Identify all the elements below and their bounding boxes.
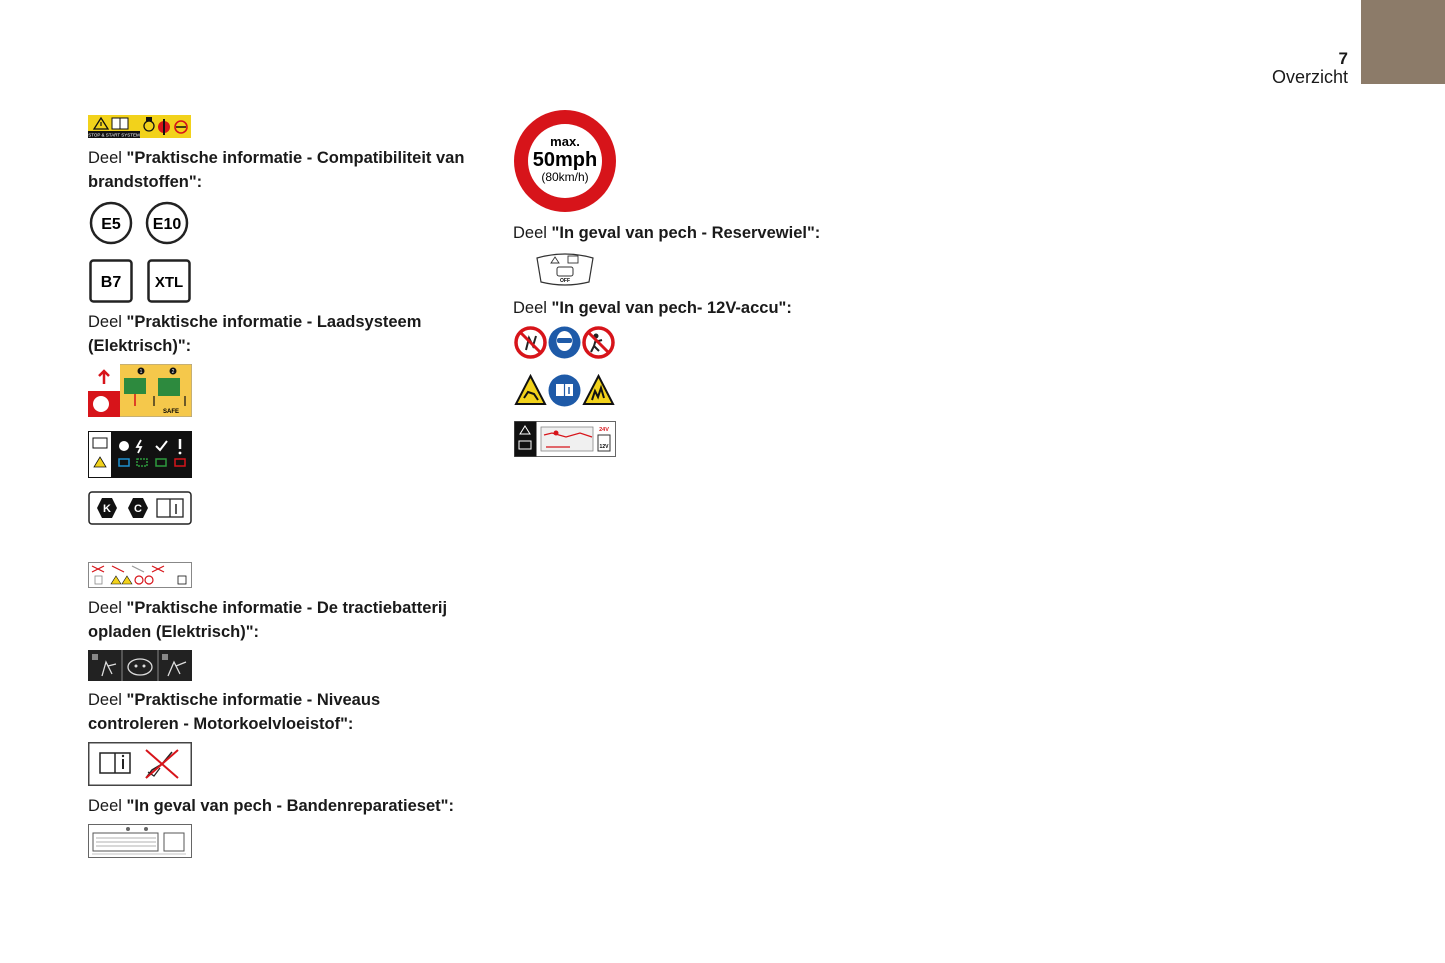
spare-wheel-label xyxy=(535,252,595,286)
fuel-e5-icon xyxy=(89,201,133,245)
section-title: Overzicht xyxy=(1271,67,1348,87)
socket-type-label xyxy=(88,491,192,525)
svg-text:12V: 12V xyxy=(599,444,609,450)
svg-text:XTL: XTL xyxy=(154,274,184,291)
fuel-e10-icon xyxy=(145,201,191,245)
jump-start-label xyxy=(514,421,616,457)
fuel-b7-icon xyxy=(89,259,133,303)
svg-text:2: 2 xyxy=(171,369,175,375)
svg-text:OFF: OFF xyxy=(560,278,570,284)
fuel-xtl-icon xyxy=(147,259,191,303)
wear-goggles-icon xyxy=(548,326,581,359)
svg-text:50mph: 50mph xyxy=(532,149,598,171)
svg-text:(80km/h): (80km/h) xyxy=(541,170,589,184)
fuel-heading: Deel "Praktische informatie - Compatibiliteit van brandstoffen": xyxy=(88,149,465,191)
stop-start-text: STOP & START SYSTEM xyxy=(88,132,140,138)
traction-battery-heading: Deel "Praktische informatie - De tractiebatterij opladen (Elektrisch)": xyxy=(88,599,448,641)
svg-text:B7: B7 xyxy=(100,274,122,291)
no-children-icon xyxy=(582,326,615,359)
svg-text:24V: 24V xyxy=(599,427,609,433)
explosion-warning-icon xyxy=(582,374,615,406)
battery-12v-heading: Deel "In geval van pech- 12V-accu": xyxy=(513,299,792,317)
page-number: 7 xyxy=(1338,49,1348,68)
svg-text:E5: E5 xyxy=(101,216,121,233)
traction-battery-label xyxy=(88,650,192,681)
svg-text:SAFE: SAFE xyxy=(162,409,180,415)
no-fire-icon xyxy=(514,326,547,359)
svg-text:C: C xyxy=(134,503,142,515)
repair-kit-heading: Deel "In geval van pech - Bandenreparatieset": xyxy=(88,797,454,815)
svg-text:E10: E10 xyxy=(152,216,182,233)
svg-text:max.: max. xyxy=(550,134,580,149)
svg-text:K: K xyxy=(103,503,111,515)
safety-pictograms-label xyxy=(88,562,192,588)
speed-limit-sign xyxy=(513,109,617,213)
acid-warning-icon xyxy=(514,374,547,406)
coolant-heading: Deel "Praktische informatie - Niveaus controleren - Motorkoelvloeistof": xyxy=(88,691,381,733)
charging-procedure-label xyxy=(88,364,192,417)
spare-wheel-heading: Deel "In geval van pech - Reservewiel": xyxy=(513,224,821,242)
read-manual-icon xyxy=(548,374,581,407)
stop-start-label xyxy=(88,115,191,138)
repair-kit-label xyxy=(88,824,192,858)
coolant-warning-label xyxy=(88,742,192,786)
svg-text:1: 1 xyxy=(139,369,143,375)
charging-system-heading: Deel "Praktische informatie - Laadsysteem (Elektrisch)": xyxy=(88,313,422,355)
charging-indicator-label xyxy=(88,431,192,478)
chapter-tab xyxy=(1361,0,1445,84)
